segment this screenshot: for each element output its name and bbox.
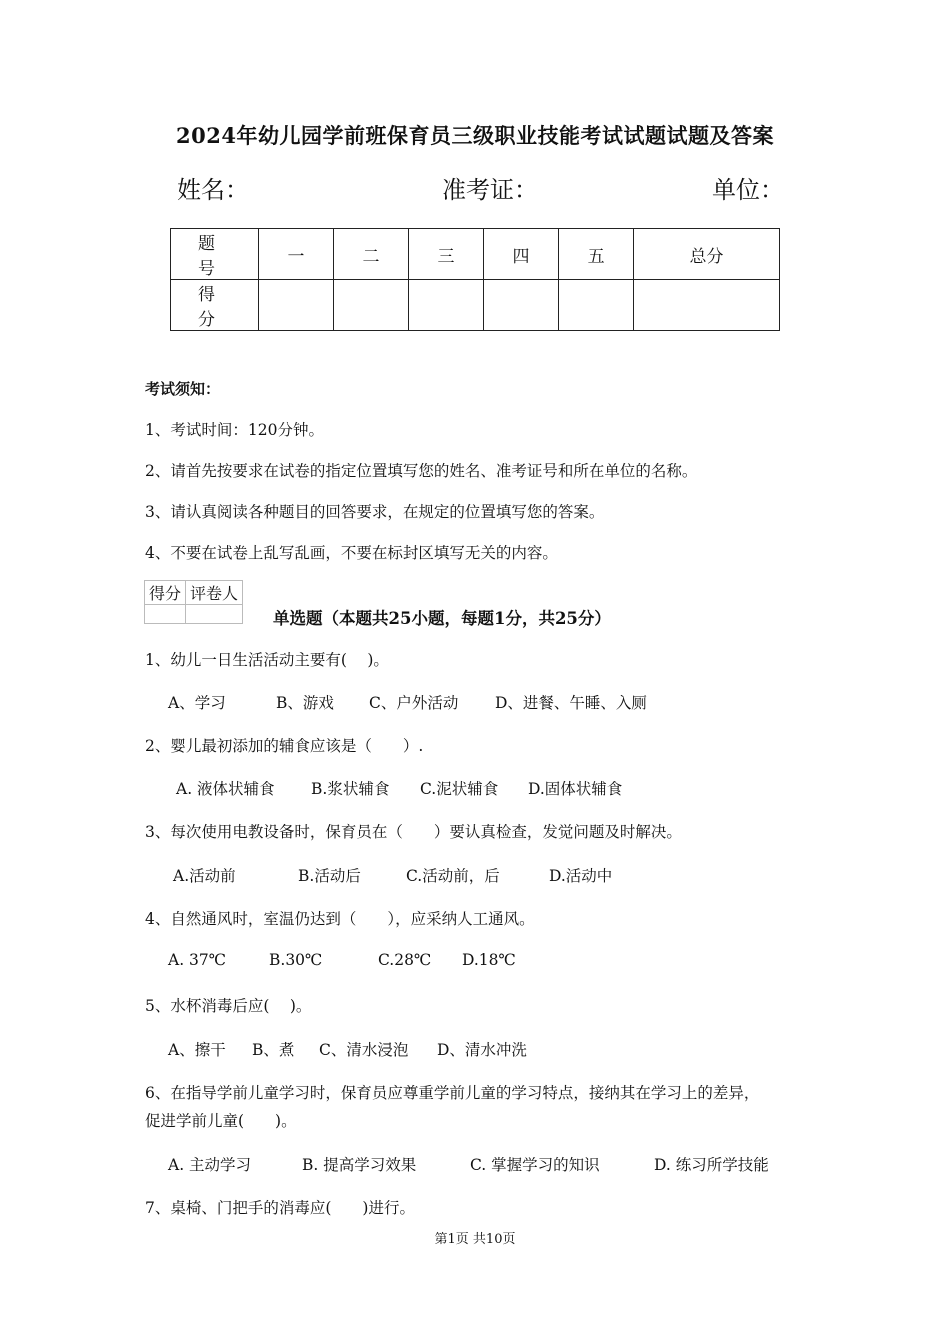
option[interactable]: B、煮 bbox=[252, 1041, 295, 1059]
grader-reviewer-label: 评卷人 bbox=[186, 581, 243, 605]
page-footer: 第1页 共10页 bbox=[434, 1232, 516, 1247]
option[interactable]: C.泥状辅食 bbox=[420, 780, 499, 798]
option[interactable]: C.28℃ bbox=[378, 951, 432, 969]
notice-item: 4、不要在试卷上乱写乱画，不要在标封区填写无关的内容。 bbox=[145, 544, 558, 562]
option[interactable]: A、学习 bbox=[168, 694, 226, 712]
option[interactable]: B. 提高学习效果 bbox=[302, 1156, 417, 1174]
option[interactable]: B.活动后 bbox=[298, 867, 361, 885]
option[interactable]: B.30℃ bbox=[269, 951, 323, 969]
question-stem: 1、幼儿一日生活活动主要有( )。 bbox=[145, 651, 389, 669]
exam-id-label: 准考证： bbox=[442, 176, 538, 204]
notice-item: 2、请首先按要求在试卷的指定位置填写您的姓名、准考证号和所在单位的名称。 bbox=[145, 462, 698, 480]
question-stem: 7、桌椅、门把手的消毒应( )进行。 bbox=[145, 1199, 415, 1217]
notice-item: 1、考试时间：120分钟。 bbox=[145, 421, 324, 439]
option[interactable]: A、擦干 bbox=[168, 1041, 226, 1059]
option[interactable]: D.固体状辅食 bbox=[528, 780, 623, 798]
score-cell-4[interactable] bbox=[484, 280, 559, 331]
grader-reviewer-cell[interactable] bbox=[186, 605, 243, 624]
score-table-score-label: 得 分 bbox=[171, 280, 259, 331]
grader-box bbox=[144, 580, 243, 624]
option[interactable]: D、清水冲洗 bbox=[437, 1041, 527, 1059]
option[interactable]: A.活动前 bbox=[173, 867, 236, 885]
option[interactable]: B、游戏 bbox=[276, 694, 334, 712]
option[interactable]: C. 掌握学习的知识 bbox=[470, 1156, 600, 1174]
score-table-score-row bbox=[171, 280, 780, 331]
score-cell-2[interactable] bbox=[334, 280, 409, 331]
page-title: 2024年幼儿园学前班保育员三级职业技能考试试题试题及答案 bbox=[176, 123, 774, 148]
option[interactable]: C、清水浸泡 bbox=[319, 1041, 409, 1059]
score-table-col-4: 四 bbox=[484, 229, 559, 280]
score-cell-1[interactable] bbox=[259, 280, 334, 331]
score-table bbox=[170, 228, 780, 331]
question-stem: 2、婴儿最初添加的辅食应该是（ ）. bbox=[145, 737, 424, 755]
score-cell-5[interactable] bbox=[559, 280, 634, 331]
score-cell-3[interactable] bbox=[409, 280, 484, 331]
score-table-col-1: 一 bbox=[259, 229, 334, 280]
option[interactable]: B.浆状辅食 bbox=[311, 780, 390, 798]
score-table-col-2: 二 bbox=[334, 229, 409, 280]
score-table-col-5: 五 bbox=[559, 229, 634, 280]
option[interactable]: D.18℃ bbox=[462, 951, 516, 969]
grader-score-cell[interactable] bbox=[145, 605, 186, 624]
option[interactable]: D、进餐、午睡、入厕 bbox=[495, 694, 647, 712]
option[interactable]: C、户外活动 bbox=[369, 694, 459, 712]
question-stem: 4、自然通风时，室温仍达到（ ），应采纳人工通风。 bbox=[145, 910, 535, 928]
question-stem: 6、在指导学前儿童学习时，保育员应尊重学前儿童的学习特点，接纳其在学习上的差异， bbox=[145, 1084, 760, 1102]
option[interactable]: A. 37℃ bbox=[168, 951, 227, 969]
option[interactable]: C.活动前，后 bbox=[406, 867, 500, 885]
grader-score-label: 得分 bbox=[145, 581, 186, 605]
notice-item: 3、请认真阅读各种题目的回答要求，在规定的位置填写您的答案。 bbox=[145, 503, 605, 521]
score-table-header-label: 题 号 bbox=[171, 229, 259, 280]
score-cell-total[interactable] bbox=[634, 280, 780, 331]
question-stem-continued: 促进学前儿童( )。 bbox=[145, 1112, 297, 1130]
score-table-col-3: 三 bbox=[409, 229, 484, 280]
score-table-col-total: 总分 bbox=[634, 229, 780, 280]
option[interactable]: D.活动中 bbox=[549, 867, 613, 885]
name-label: 姓名： bbox=[177, 176, 249, 204]
score-table-header-row bbox=[171, 229, 780, 280]
question-stem: 3、每次使用电教设备时，保育员在（ ）要认真检查，发觉问题及时解决。 bbox=[145, 823, 682, 841]
option[interactable]: A. 液体状辅食 bbox=[176, 780, 275, 798]
unit-label: 单位： bbox=[712, 176, 784, 204]
section-title: 单选题（本题共25小题，每题1分，共25分） bbox=[273, 609, 611, 628]
notice-title: 考试须知： bbox=[145, 380, 221, 398]
option[interactable]: A. 主动学习 bbox=[168, 1156, 252, 1174]
option[interactable]: D. 练习所学技能 bbox=[654, 1156, 769, 1174]
question-stem: 5、水杯消毒后应( )。 bbox=[145, 997, 312, 1015]
